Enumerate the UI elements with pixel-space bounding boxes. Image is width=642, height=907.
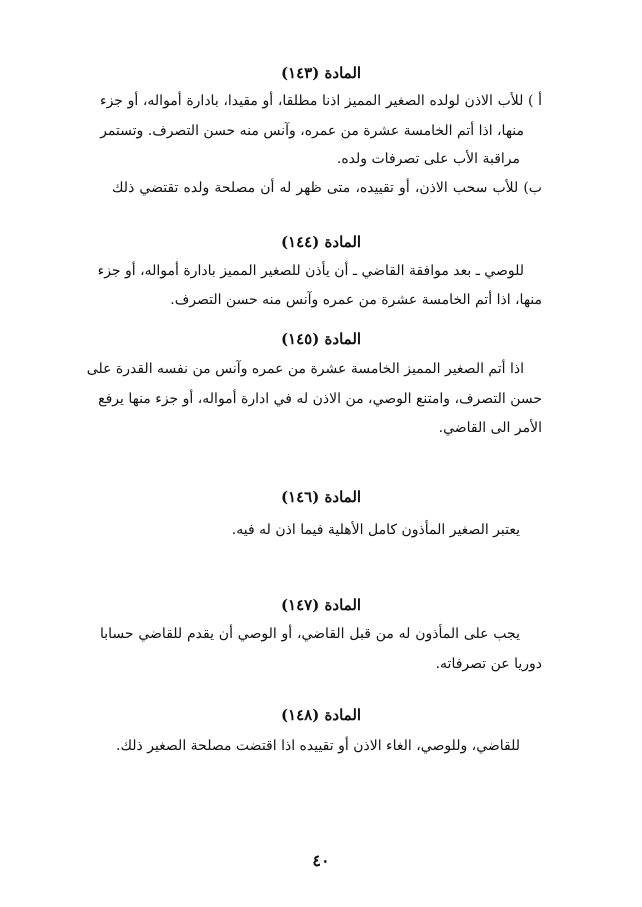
text-line: ب) للأب سحب الاذن، أو تقييده، متى ظهر له أن مصلحة ولده تقتضي ذلك: [112, 180, 542, 196]
text-line: أ ) للأب الاذن لولده الصغير المميز اذنا مطلقا، أو مقيدا، بادارة أمواله، أو جزء: [100, 93, 542, 109]
text-line: اذا أتم الصغير المميز الخامسة عشرة من عمره وآنس من نفسه القدرة على: [86, 361, 524, 377]
text-line: يعتبر الصغير المأذون كامل الأهلية فيما اذن له فيه.: [231, 522, 520, 538]
text-line: حسن التصرف، وامتنع الوصي، من الاذن له في ادارة أمواله، أو جزء منها يرفع: [98, 391, 542, 407]
article-heading: المادة (١٤٣): [280, 64, 362, 82]
text-line: دوريا عن تصرفاته.: [435, 656, 542, 672]
text-line: الأمر الى القاضي.: [438, 420, 542, 436]
text-line: يجب على المأذون له من قبل القاضي، أو الوصي أن يقدم للقاضي حسابا: [100, 626, 520, 642]
article-heading: المادة (١٤٤): [280, 233, 362, 251]
article-heading: المادة (١٤٨): [280, 706, 362, 724]
text-line: للوصي ـ بعد موافقة القاضي ـ أن يأذن للصغير المميز بادارة أمواله، أو جزء: [97, 263, 524, 279]
page-number: ٤٠: [312, 851, 330, 870]
text-line: منها، اذا أتم الخامسة عشرة من عمره، وآنس منه حسن التصرف. وتستمر: [100, 123, 524, 139]
article-heading: المادة (١٤٦): [280, 488, 362, 506]
text-line: منها، اذا أتم الخامسة عشرة من عمره وآنس منه حسن التصرف.: [170, 292, 542, 308]
text-line: مراقبة الأب على تصرفات ولده.: [336, 151, 520, 167]
article-heading: المادة (١٤٥): [280, 330, 362, 348]
text-line: للقاضي، وللوصي، الغاء الاذن أو تقييده اذا اقتضت مصلحة الصغير ذلك.: [116, 738, 520, 754]
article-heading: المادة (١٤٧): [280, 596, 362, 614]
